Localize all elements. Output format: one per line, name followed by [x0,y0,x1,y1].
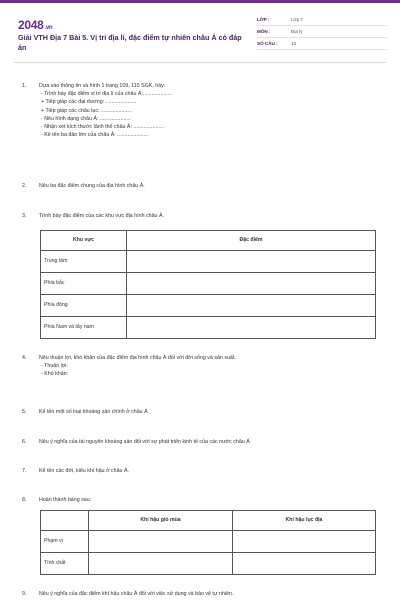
meta-label: SỐ CÂU : [257,41,278,46]
question-number: 1. [22,83,27,89]
answer-cell[interactable] [127,317,376,339]
row-label: Phạm vi [41,531,89,553]
question-number: 6. [22,439,27,445]
climate-table [40,510,376,575]
column-header: Khu vực [41,231,127,251]
question-number: 7. [22,468,27,474]
answer-cell[interactable] [127,251,376,273]
terrain-table [40,230,376,339]
brand-logo[interactable] [18,18,52,32]
sub-item: - Nêu hình dạng châu Á: ..................... [41,115,131,122]
meta-value: Lớp 7 [291,17,303,22]
header-divider [14,62,386,63]
answer-cell[interactable] [233,553,376,575]
sub-item: + Tiếp giáp các châu lục: ..................... [41,107,132,114]
table-row [41,251,376,273]
question-number: 2. [22,183,27,189]
question-number: 9. [22,591,27,597]
sub-item: - Trình bày đặc điểm vị trí địa lí của châu Á:.................... [41,91,173,98]
table-row [41,273,376,295]
row-label: Phía đông [41,295,127,317]
table-row [41,295,376,317]
answer-cell[interactable] [233,531,376,553]
answer-cell[interactable] [89,531,233,553]
document-header [14,14,386,60]
question-text: Nêu thuận lợi, khó khăn của đặc điểm địa hình châu Á đối với đời sống và sản xuất. [39,355,236,361]
meta-info [257,14,387,50]
question-number: 5. [22,409,27,415]
question-text: Trình bày đặc điểm của các khu vực địa hình châu Á. [39,213,164,219]
row-label: Phía bắc [41,273,127,295]
question-text: Dựa vào thông tin và hình 1 trang 109, 110 SGK, hãy: [39,83,166,89]
table-row [41,553,376,575]
column-header: Khí hậu gió mùa [89,511,233,531]
column-header: Khí hậu lục địa [233,511,376,531]
sub-item: - Thuận lợi: [41,363,68,370]
meta-row-class [257,14,387,26]
logo-text: 2048 [18,18,44,32]
table-header-row [41,231,376,251]
question-text: Kể tên các đới, kiểu khí hậu ở châu Á. [39,468,129,474]
question-number: 8. [22,497,27,503]
row-label: Tính chất [41,553,89,575]
question-text: Nêu ba đặc điểm chung của địa hình châu Á. [39,183,145,189]
row-label: Phía Nam và tây nam [41,317,127,339]
row-label: Trung tâm [41,251,127,273]
question-body [39,82,379,139]
question-number: 4. [22,355,27,361]
sub-item: - Kể tên ba đảo lớn của châu Á: ..................... [41,132,149,139]
meta-label: LỚP : [257,17,270,22]
answer-cell[interactable] [127,273,376,295]
question-text: Nêu ý nghĩa của tài nguyên khoáng sản đối với sự phát triển kinh tế của các nước châu Á [39,439,250,445]
meta-row-subject [257,26,387,38]
column-header [41,511,89,531]
sub-item: - Nhận xét kích thước lãnh thổ châu Á: ..................... [41,124,165,131]
answer-cell[interactable] [127,295,376,317]
answer-cell[interactable] [89,553,233,575]
sub-item: - Khó khăn: [41,371,69,378]
question-text: Hoàn thành bảng sau: [39,497,92,503]
table-header-row [41,511,376,531]
question-body [39,354,379,379]
page-title: Giải VTH Địa 7 Bài 5. Vị trí địa lí, đặc điểm tự nhiên châu Á có đáp án [18,33,242,52]
sub-item: + Tiếp giáp các đại dương: ..................... [41,99,137,106]
question-text: Nêu ý nghĩa của đặc điểm khí hậu châu Á đối với việc sử dụng và bảo vệ tự nhiên. [39,591,234,597]
top-accent-bar [0,0,400,3]
question-number: 3. [22,213,27,219]
question-text: Kể tên một số loại khoáng sản chính ở châu Á [39,409,148,415]
column-header: Đặc điểm [127,231,376,251]
meta-label: MÔN : [257,29,271,34]
table-row [41,317,376,339]
meta-value: 13 [291,41,297,46]
meta-value: Địa lý [291,29,303,34]
meta-row-count [257,38,387,50]
table-row [41,531,376,553]
logo-suffix: .vn [44,25,53,31]
